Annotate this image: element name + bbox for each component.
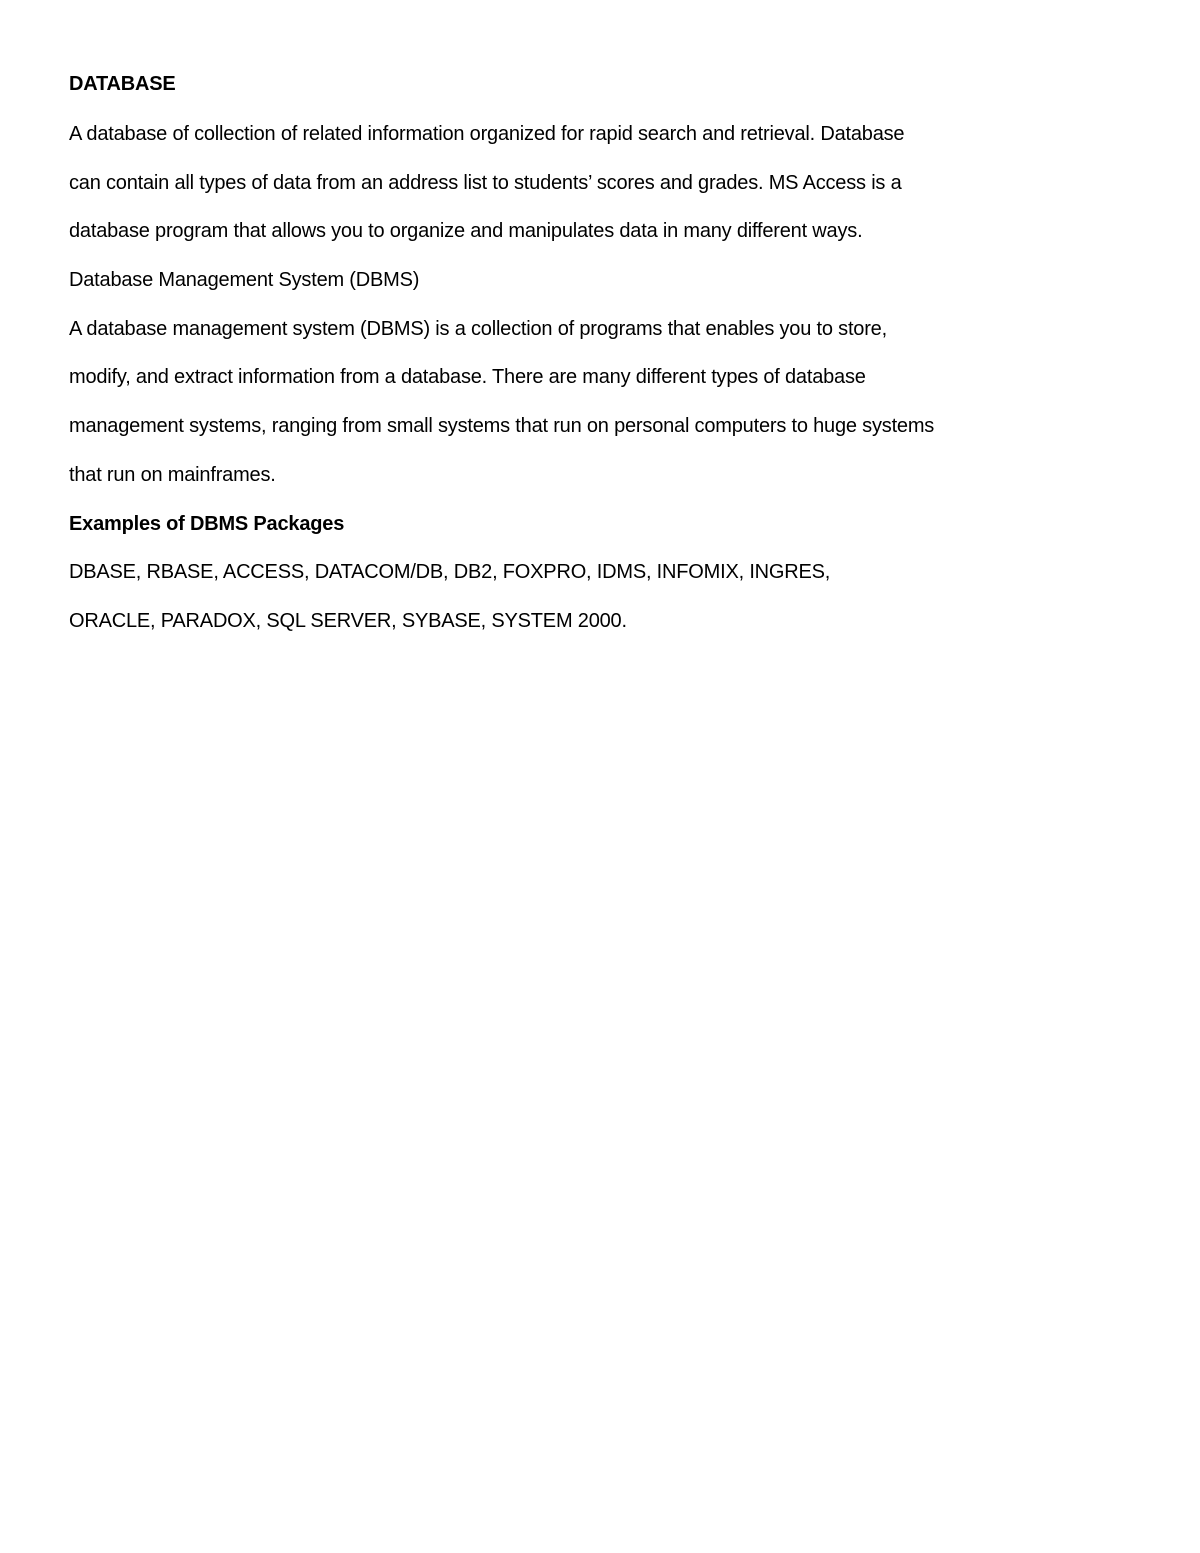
- examples-heading: Examples of DBMS Packages: [69, 512, 345, 535]
- intro-line-3: database program that allows you to organize and manipulates data in many different ways.: [69, 220, 863, 243]
- intro-line-2: can contain all types of data from an address list to students’ scores and grades. MS Access is a: [69, 171, 902, 194]
- examples-line-1: DBASE, RBASE, ACCESS, DATACOM/DB, DB2, FOXPRO, IDMS, INFOMIX, INGRES,: [69, 561, 831, 584]
- examples-line-2: ORACLE, PARADOX, SQL SERVER, SYBASE, SYSTEM 2000.: [69, 609, 627, 632]
- intro-line-1: A database of collection of related information organized for rapid search and retrieval. Database: [69, 123, 905, 145]
- dbms-line-4: that run on mainframes.: [69, 463, 276, 486]
- dbms-line-2: modify, and extract information from a database. There are many different types of database: [69, 366, 866, 389]
- dbms-line-3: management systems, ranging from small systems that run on personal computers to huge systems: [69, 415, 935, 438]
- document-page: [69, 66, 1069, 652]
- dbms-line-1: A database management system (DBMS) is a collection of programs that enables you to store,: [69, 317, 887, 340]
- document-title: DATABASE: [69, 73, 176, 95]
- dbms-heading: Database Management System (DBMS): [69, 269, 420, 292]
